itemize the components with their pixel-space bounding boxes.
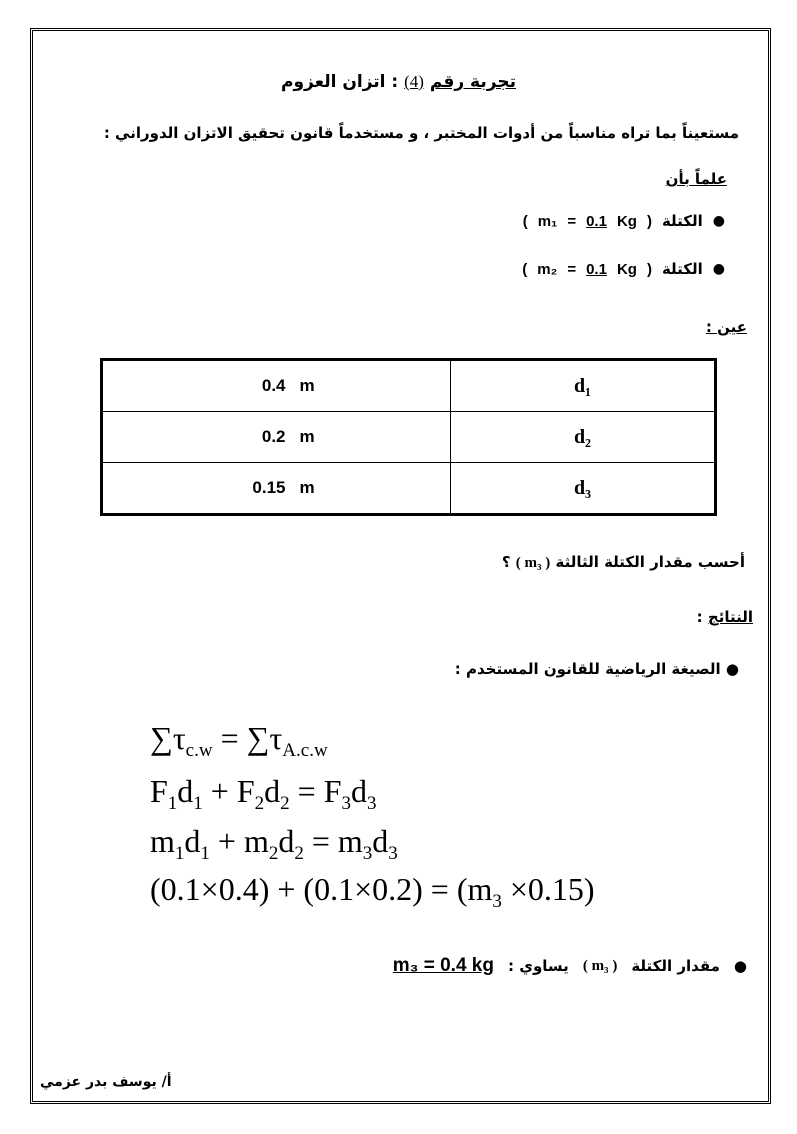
distance-value-cell: 0.2 m [102, 412, 451, 463]
table-row [102, 412, 716, 463]
mass-symbol: m₂ [537, 260, 558, 278]
mass-equals: = [567, 212, 577, 230]
formula-label: ● الصيغة الرياضية للقانون المستخدم : [454, 660, 739, 678]
bullet-icon: ● [725, 660, 739, 678]
final-equals: يساوي : [507, 957, 569, 975]
final-label: مقدار الكتلة [631, 957, 720, 975]
given-heading: علماً بأن [665, 170, 727, 188]
equation-forces [150, 775, 376, 813]
bullet-icon: ● [733, 957, 747, 975]
mass-equals: = [567, 260, 577, 278]
mass-value: 0.1 [586, 260, 607, 278]
mass-item [523, 212, 725, 230]
results-heading: النتائج : [696, 608, 753, 626]
equation-line: $F_1d_1 + F_2d_2 = F_3d_3$ [150, 773, 377, 814]
mass-label: الكتلة [661, 212, 703, 230]
equation-masses [150, 825, 398, 863]
mass-item [522, 260, 725, 278]
distance-value-cell: 0.4 m [102, 360, 451, 412]
distance-symbol-cell: d₁ [451, 360, 716, 412]
final-result [393, 955, 747, 977]
intro-text: مستعيناً بما تراه مناسباً من أدوات المختبر ، و مستخدماً قانون تحقيق الاتزان الدوراني : [103, 124, 739, 142]
distance-symbol-cell: d₃ [451, 463, 716, 515]
table-row [102, 360, 716, 412]
final-answer: m₃ = 0.4 kg [392, 955, 494, 976]
equation-line: $(0.1\times 0.4) + (0.1\times 0.2) = (m_3 \times 0.15)$ [150, 871, 595, 912]
question [502, 553, 745, 572]
title-suffix: : اتزان العزوم [281, 72, 399, 92]
page-title [0, 72, 797, 92]
title-prefix: تجربة رقم [429, 72, 516, 92]
distance-value-cell: 0.15 m [102, 463, 451, 515]
mass-unit: Kg [616, 212, 637, 230]
experiment-number: (4) [404, 72, 424, 91]
mass-formula: ( m₂ = 0.1 Kg ) [522, 260, 652, 278]
table-row [102, 463, 716, 515]
mass-label: الكتلة [661, 260, 703, 278]
equation-substitution [150, 873, 595, 911]
author-name: أ/ يوسف بدر عزمي [40, 1074, 172, 1090]
mass-value: 0.1 [586, 212, 607, 230]
distance-table [100, 358, 717, 516]
final-symbol: ( m₃ ) [582, 957, 618, 974]
bullet-icon: ● [712, 213, 725, 229]
mass-formula: ( m₁ = 0.1 Kg ) [522, 212, 652, 230]
mass-symbol: m₁ [537, 212, 558, 230]
find-heading: عين : [705, 318, 747, 336]
question-text: أحسب مقدار الكتلة الثالثة [555, 553, 745, 571]
bullet-icon: ● [712, 261, 725, 277]
question-mark: ؟ [501, 553, 511, 571]
equation-line: $m_1d_1 + m_2d_2 = m_3d_3$ [150, 823, 398, 864]
distance-symbol-cell: d₂ [451, 412, 716, 463]
equation-torque-balance [150, 722, 328, 760]
question-symbol: ( m₃ ) [515, 555, 551, 571]
equation-line: $\sum\tau_{c.w} = \sum\tau_{A.c.w}$ [150, 720, 328, 761]
mass-unit: Kg [616, 260, 637, 278]
